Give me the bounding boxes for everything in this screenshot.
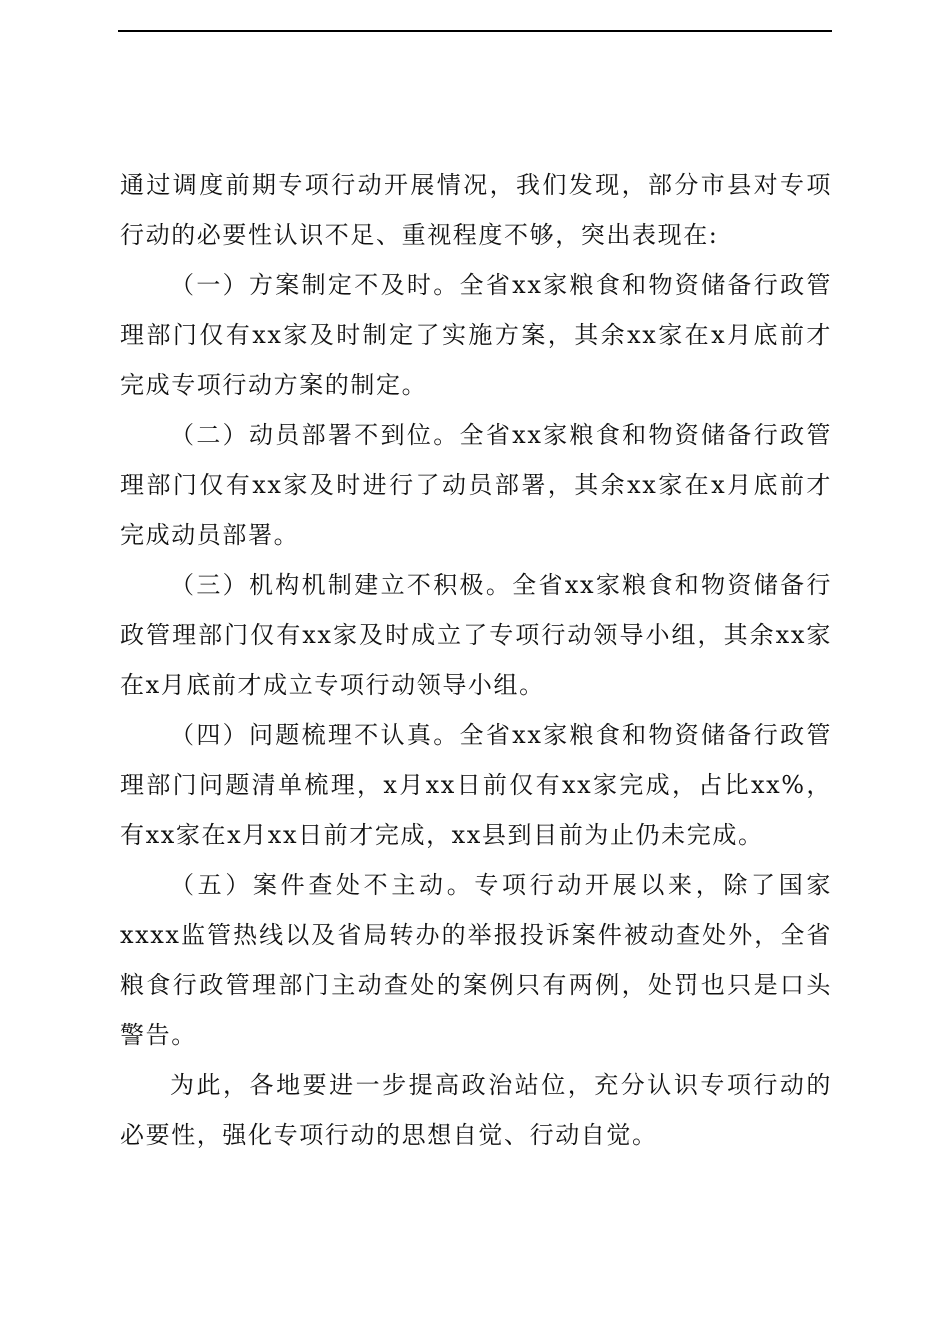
paragraph-item-1: （一）方案制定不及时。全省xx家粮食和物资储备行政管理部门仅有xx家及时制定了实施方案，其余xx家在x月底前才完成专项行动方案的制定。 <box>120 271 832 399</box>
paragraph-item-5: （五）案件查处不主动。专项行动开展以来，除了国家xxxx监管热线以及省局转办的举报投诉案件被动查处外，全省粮食行政管理部门主动查处的案例只有两例，处罚也只是口头警告。 <box>120 871 832 1049</box>
paragraph-conclusion: 为此，各地要进一步提高政治站位，充分认识专项行动的必要性，强化专项行动的思想自觉、行动自觉。 <box>120 1071 832 1149</box>
document-body <box>120 160 832 1160</box>
paragraph-item-4: （四）问题梳理不认真。全省xx家粮食和物资储备行政管理部门问题清单梳理，x月xx日前仅有xx家完成，占比xx%，有xx家在x月xx日前才完成，xx县到目前为止仍未完成。 <box>120 721 832 849</box>
header-rule <box>118 30 832 32</box>
paragraph-item-3: （三）机构机制建立不积极。全省xx家粮食和物资储备行政管理部门仅有xx家及时成立了专项行动领导小组，其余xx家在x月底前才成立专项行动领导小组。 <box>120 571 832 699</box>
paragraph-intro: 通过调度前期专项行动开展情况，我们发现，部分市县对专项行动的必要性认识不足、重视程度不够，突出表现在: <box>120 171 832 249</box>
paragraph-item-2: （二）动员部署不到位。全省xx家粮食和物资储备行政管理部门仅有xx家及时进行了动员部署，其余xx家在x月底前才完成动员部署。 <box>120 421 832 549</box>
